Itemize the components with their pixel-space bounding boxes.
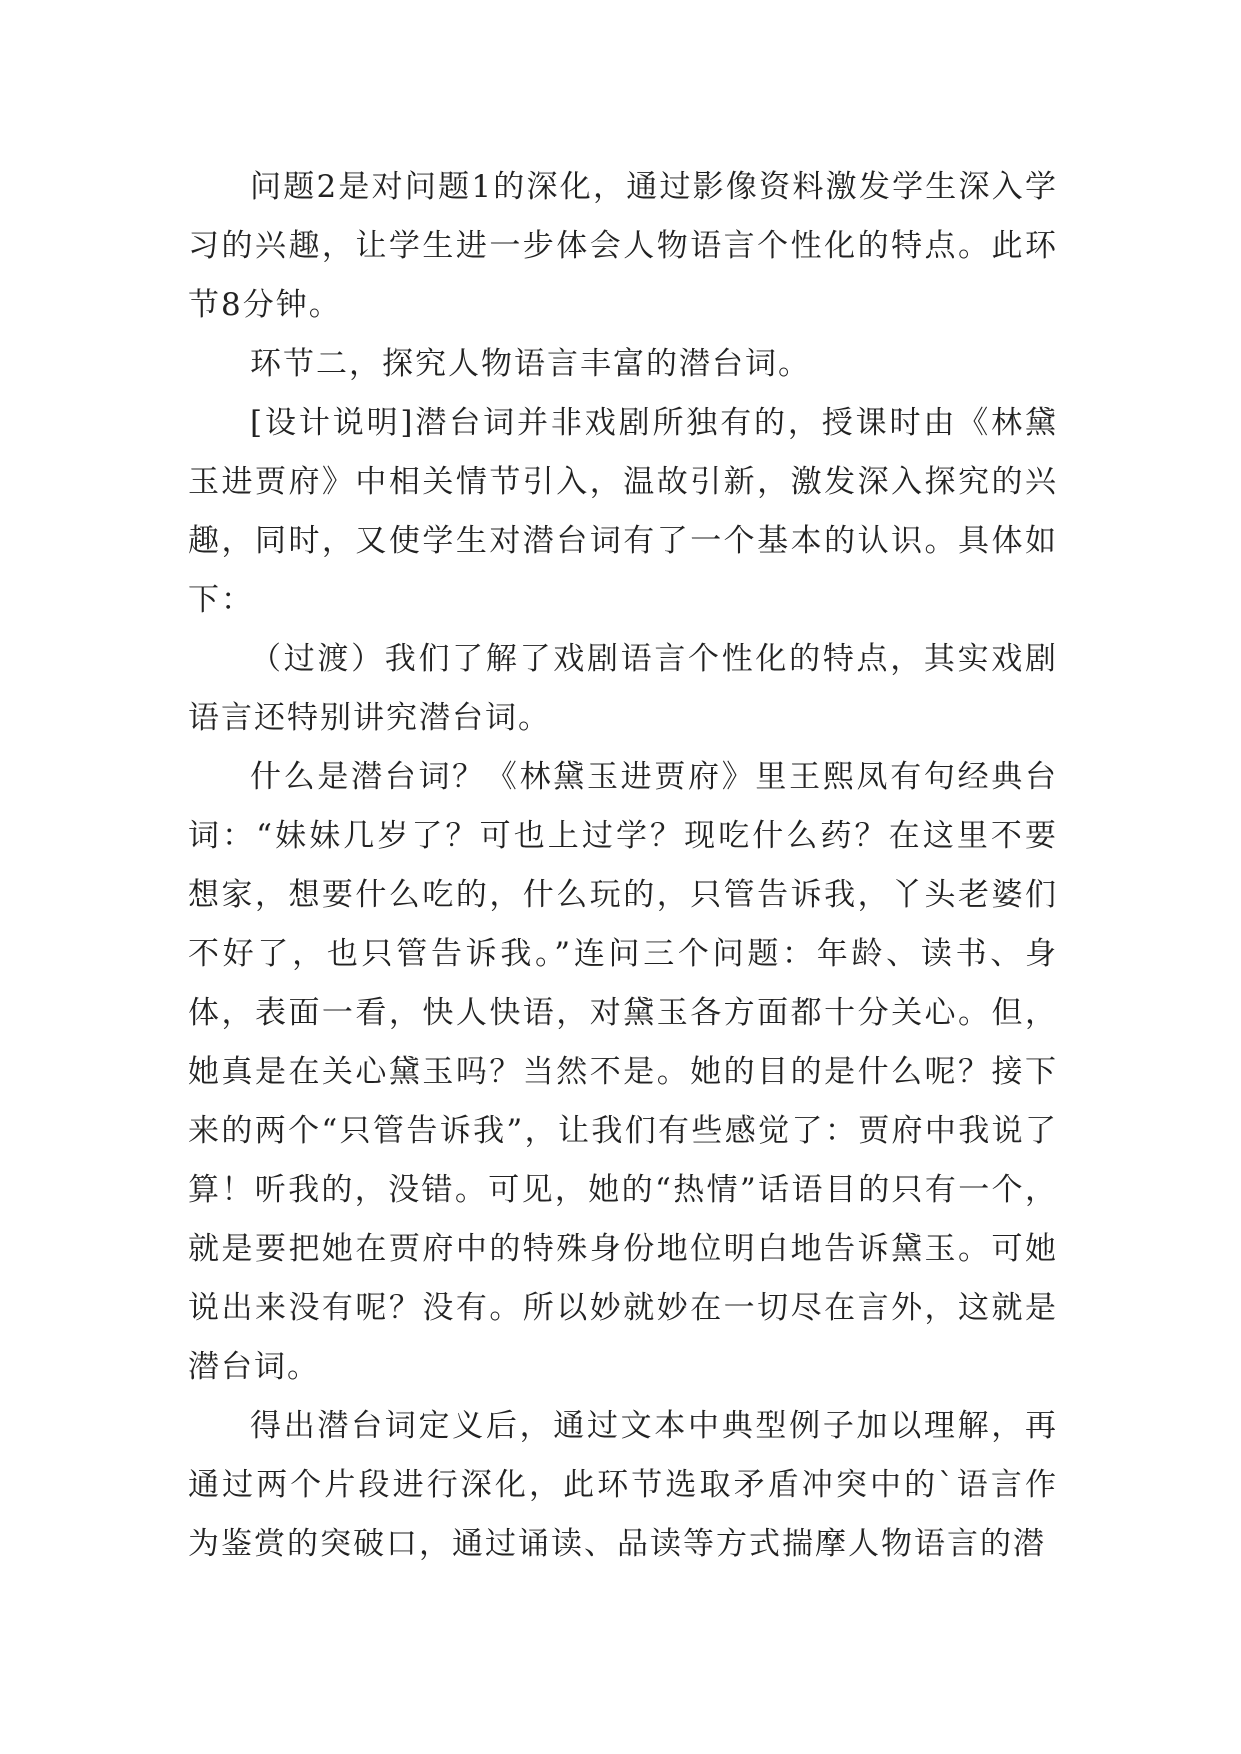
- paragraph-design-note: [设计说明]潜台词并非戏剧所独有的，授课时由《林黛玉进贾府》中相关情节引入，温故引新，激发深入探究的兴趣，同时，又使学生对潜台词有了一个基本的认识。具体如下：: [188, 405, 1058, 618]
- paragraph-question-2-summary: 问题2是对问题1的深化，通过影像资料激发学生深入学习的兴趣，让学生进一步体会人物语言个性化的特点。此环节8分钟。: [188, 169, 1058, 323]
- paragraph-section-two-heading: 环节二，探究人物语言丰富的潜台词。: [250, 346, 811, 382]
- paragraph-subtext-example: 什么是潜台词？《林黛玉进贾府》里王熙凤有句经典台词：“妹妹几岁了？可也上过学？现吃什么药？在这里不要想家，想要什么吃的，什么玩的，只管告诉我，丫头老婆们不好了，也只管告诉我。”连问三个问题：年龄、读书、身体，表面一看，快人快语，对黛玉各方面都十分关心。但，她真是在关心黛玉吗？当然不是。她的目的是什么呢？接下来的两个“只管告诉我”，让我们有些感觉了：贾府中我说了算！听我的，没错。可见，她的“热情”话语目的只有一个，就是要把她在贾府中的特殊身份地位明白地告诉黛玉。可她说出来没有呢？没有。所以妙就妙在一切尽在言外，这就是潜台词。: [188, 759, 1058, 1385]
- document-body: [188, 158, 1058, 1574]
- paragraph-transition: （过渡）我们了解了戏剧语言个性化的特点，其实戏剧语言还特别讲究潜台词。: [188, 641, 1058, 736]
- paragraph-subtext-definition-followup: 得出潜台词定义后，通过文本中典型例子加以理解，再通过两个片段进行深化，此环节选取矛盾冲突中的`语言作为鉴赏的突破口，通过诵读、品读等方式揣摩人物语言的潜: [188, 1408, 1058, 1562]
